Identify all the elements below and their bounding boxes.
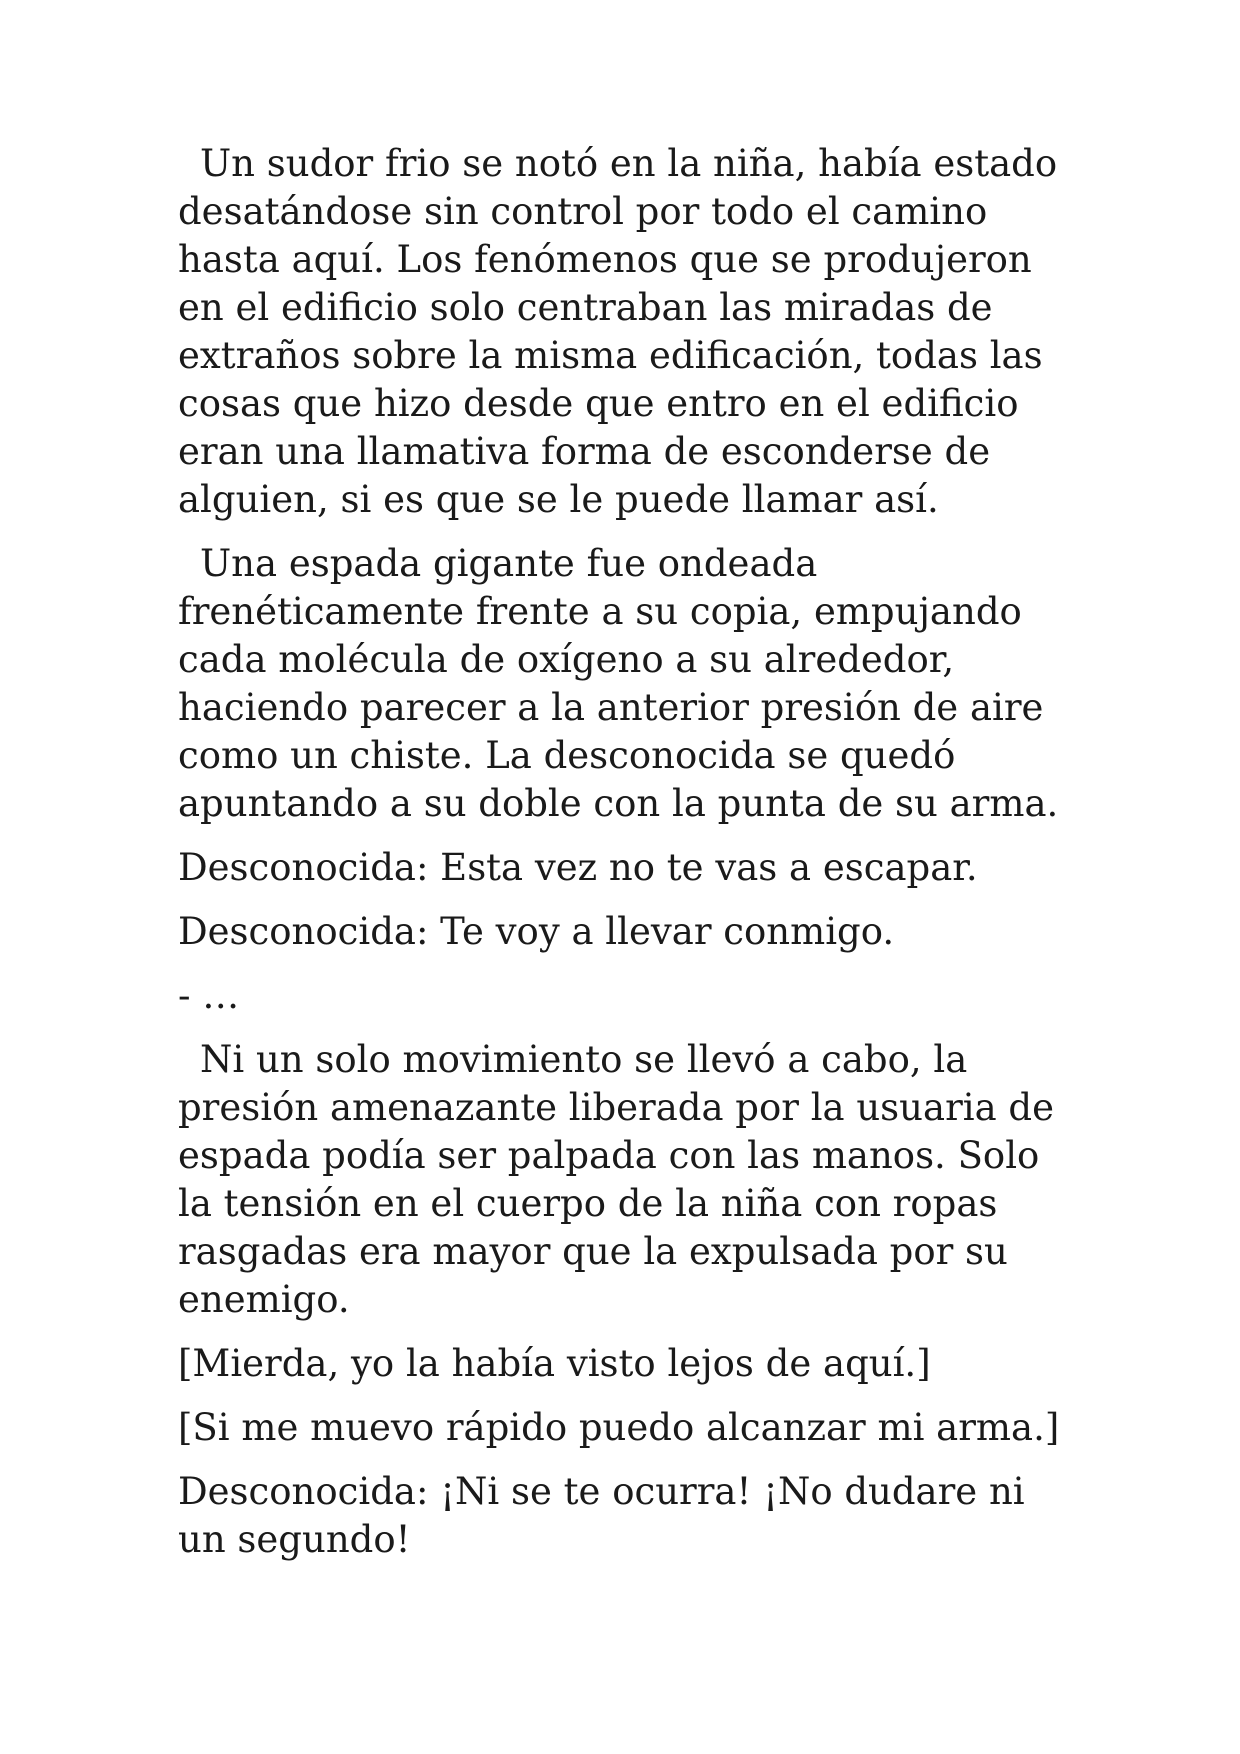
dialogue-line-4: Desconocida: ¡Ni se te ocurra! ¡No dudare ni un segundo! [178, 1470, 1025, 1561]
paragraph-1: Un sudor frio se notó en la niña, había estado desatándose sin control por todo el camino hasta aquí. Los fenómenos que se produjeron en el edificio solo centraban las miradas de extraños sobre la misma edificación, todas las cosas que hizo desde que entro en el edificio eran una llamativa forma de esconderse de alguien, si es que se le puede llamar así. [178, 142, 1058, 521]
dialogue-line-1: Desconocida: Esta vez no te vas a escapar. [178, 846, 978, 889]
paragraph-2: Una espada gigante fue ondeada frenéticamente frente a su copia, empujando cada molécula de oxígeno a su alrededor, haciendo parecer a la anterior presión de aire como un chiste. La desconocida se quedó apuntando a su doble con la punta de su arma. [178, 542, 1059, 825]
paragraph-3: Ni un solo movimiento se llevó a cabo, la presión amenazante liberada por la usuaria de espada podía ser palpada con las manos. Solo la tensión en el cuerpo de la niña con ropas rasgadas era mayor que la expulsada por su enemigo. [178, 1038, 1054, 1321]
thought-line-2: [Si me muevo rápido puedo alcanzar mi arma.] [178, 1406, 1060, 1449]
dialogue-line-3: - … [178, 974, 240, 1017]
dialogue-line-2: Desconocida: Te voy a llevar conmigo. [178, 910, 895, 953]
thought-line-1: [Mierda, yo la había visto lejos de aquí.] [178, 1342, 931, 1385]
document-page [178, 140, 1078, 1580]
